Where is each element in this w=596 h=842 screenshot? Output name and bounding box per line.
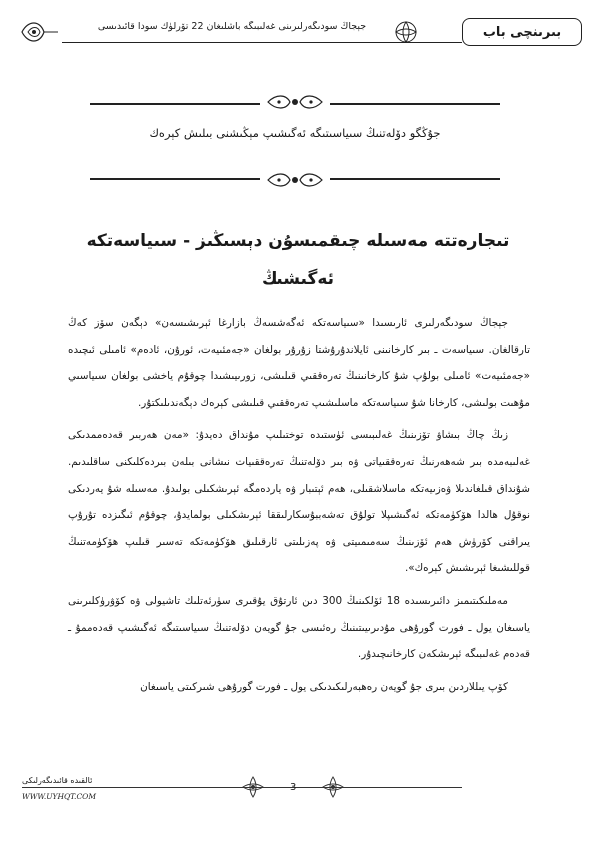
paragraph: زىڭ چاڭ بىشاۋ تۆزىنىڭ غەلىبىسى ئۈستىدە توختىلىپ مۇنداق دەيدۇ: «مەن ھەربىر قەدەممدىكى غەلىبەمدە بىر شەھەرنىڭ تەرەققىياتى ۋە بىر دۆلەتنىڭ تەرەققىيات نىشانى بىلەن بىردەكلىكنى ساقلىدىم. شۇنداق قىلغاندىلا ۋەزىيەتكە ماسلاشقىلى، ھەم ئېتىبار ۋە ياردەمگە ئېرىشكىلى بولىدۇ. مەسىلە شۇ يەردىكى نوقۇل ھالدا ھۆكۈمەتكە ئەگىشىپلا تولۇق تەشەببۇسكارلىققا ئېرىشكىلى بولمايدۇ، چوقۇم ئىگىزدە تۇرۇپ يىراقنى كۆرۈش ھەم ئۆزىنىڭ سەمىمىيتى ۋە پەزىلىتى ئارقىلىق ھۆكۈمەتكە تەسىر قىلىپ ھۆكۈمەتنىڭ قوللىشىغا ئېرىشىش كېرەك».: [68, 429, 530, 575]
footer-url: WWW.UYHQT.COM: [22, 792, 97, 801]
flower-ornament-icon: [320, 774, 346, 800]
paragraph: مەملىكىتىمىز دائىرىسىدە 18 ئۆلكىنىڭ 300 دىن ئارتۇق يۇقىرى سۈرئەتلىك تاشيولى ۋە كۆۋرۈكلىرىنى ياسىغان يول ـ فورت گورۇھى مۇدىرىيىتىنىڭ رەئىسى جۇ گويەن دۆلەتنىڭ سىياسىتىگە ئەگىشىپ قەدەممۇ ـ قەدەم غەلىبىگە ئېرىشكەن كارخانىچىدۇر.: [68, 594, 530, 661]
chapter-title: تىجارەتتە مەسىلە چىقمىسۇن دېسىڭىز - سىياسەتكە ئەگىشىڭ: [86, 231, 510, 289]
footer-brand: ئالقىدە قائىدىگەرلىكى: [22, 776, 93, 785]
page-header: [12, 12, 584, 52]
running-title: جېجاڭ سودىگەرلىرىنى غەلىبىگە باشلىغان 22 تۆرلۈك سودا قائىدىسى: [97, 21, 367, 32]
flower-ornament-icon: [392, 18, 420, 46]
page-footer: [0, 770, 596, 830]
floral-ornament-icon: [18, 16, 60, 48]
section-heading-block: [90, 92, 500, 192]
section-tab: بىرىنچى باب: [462, 18, 582, 46]
section-title: جۇڭگو دۆلەتنىڭ سىياسىتىگە ئەگىشىپ مېڭىشنى بىلىش كېرەك: [149, 126, 441, 140]
flower-ornament-icon: [240, 774, 266, 800]
page-number: 3: [290, 782, 297, 793]
paragraph: جېجاڭ سودىگەرلىرى ئارىسىدا «سىياسەتكە ئەگەشسەڭ بازارغا ئېرىشىسەن» دېگەن سۆز كەڭ تارقالغان. سىياسەت ـ بىر كارخانىنى ئايلاندۇرۇشتا زۇرۇر بولغان «جەمئىيەت، ئورۇن، ئادەم» ئامىلى ئىچىدە «جەمئىيەت» ئامىلى بولۇپ شۇ كارخانىنىڭ تەرەققىي قىلىشى، زورىيىشىدا چوقۇم ياخشى بولغان سىياسىي مۇھىت بولىشى، كارخانا شۇ سىياسەتكە ماسلىشىپ تەرەققىي قىلىشى كېرەك دېگەندىلىكتۇر.: [68, 317, 530, 409]
scroll-ornament-icon: [260, 170, 330, 190]
scroll-ornament-icon: [260, 92, 330, 112]
paragraph: كۆپ يىللاردىن بىرى جۇ گويەن رەھبەرلىكىدىكى يول ـ فورت گورۇھى شىركىتى ياسىغان: [140, 680, 508, 693]
body-text: [68, 310, 530, 706]
